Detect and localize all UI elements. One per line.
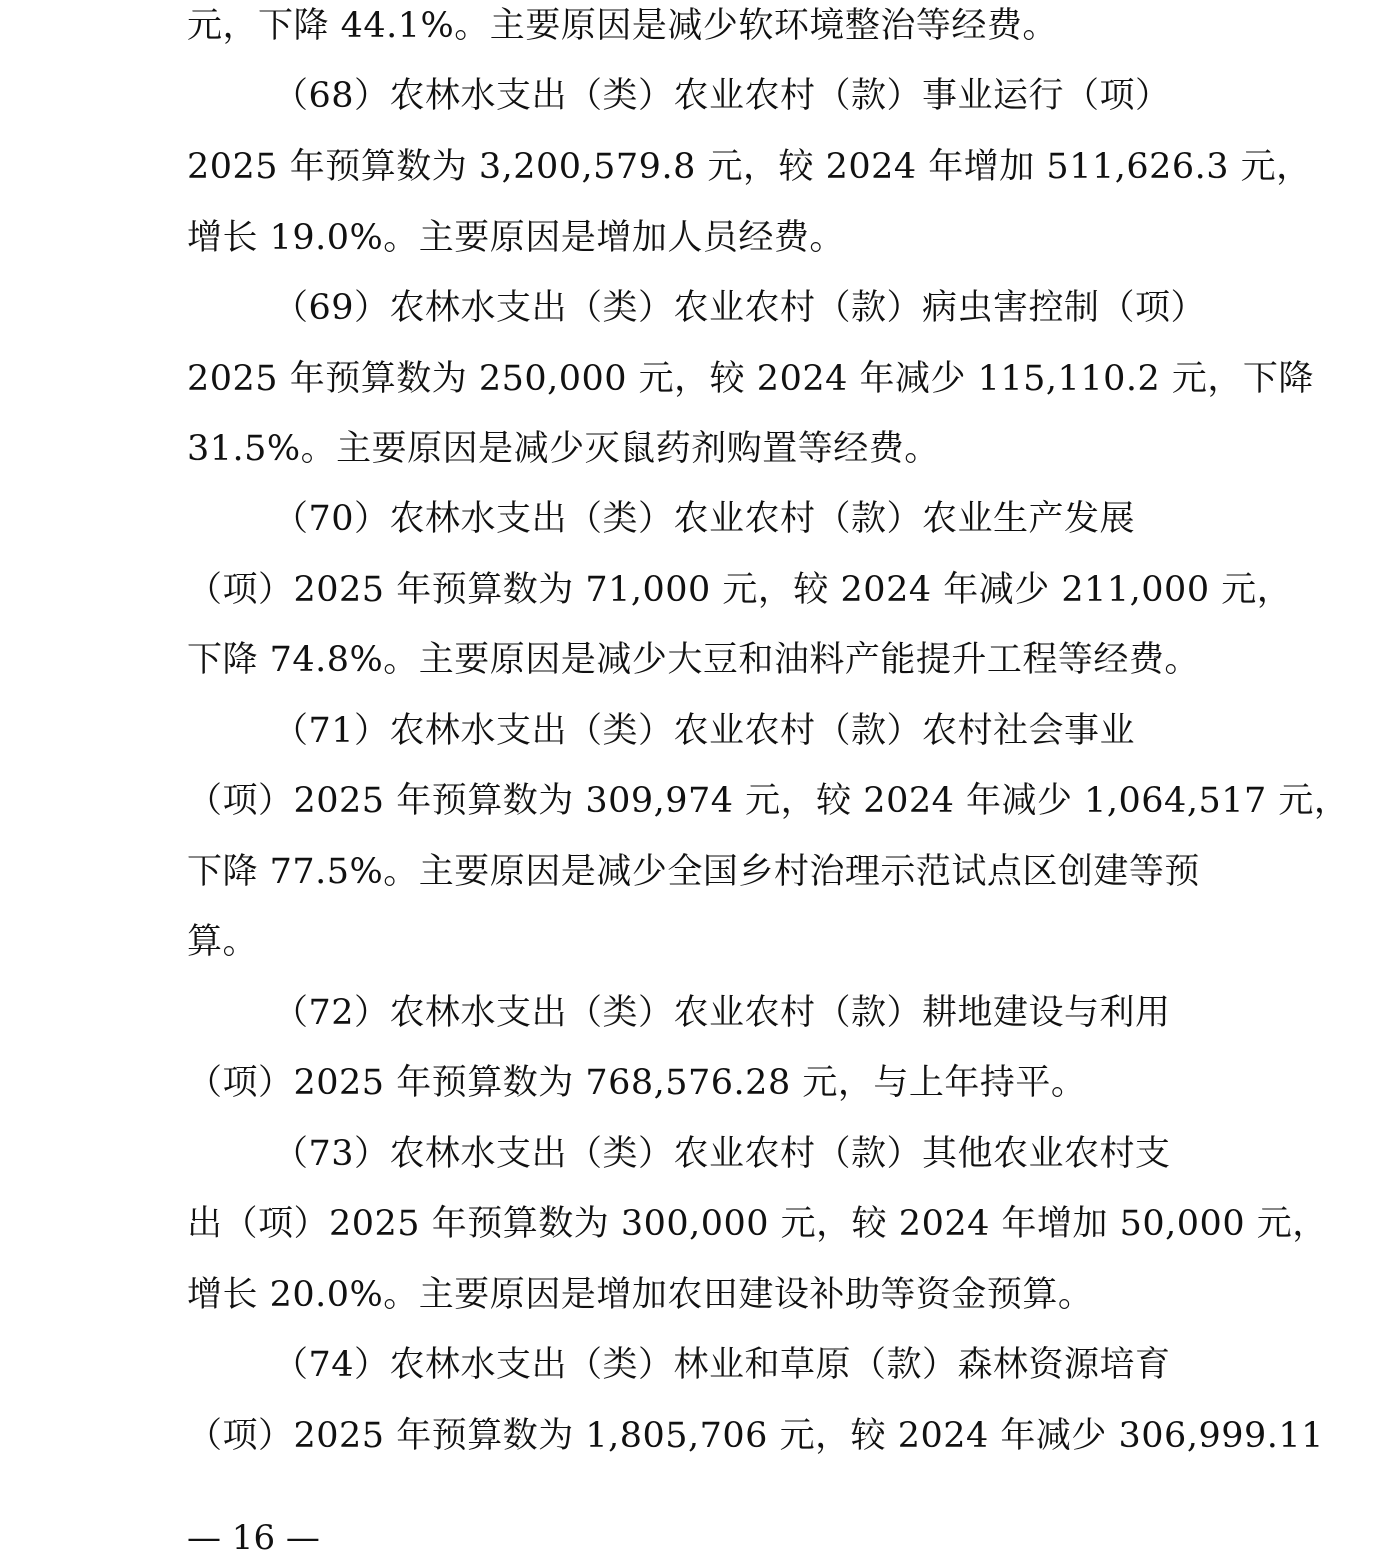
- paragraph-70-line-1: （70）农林水支出（类）农业农村（款）农业生产发展: [273, 499, 1136, 539]
- paragraph-69-line-1: （69）农林水支出（类）农业农村（款）病虫害控制（项）: [273, 288, 1207, 328]
- paragraph-68-line-2: 2025 年预算数为 3,200,579.8 元，较 2024 年增加 511,626.3 元，: [187, 147, 1312, 187]
- paragraph-71-line-2: （项）2025 年预算数为 309,974 元，较 2024 年减少 1,064,517 元，: [187, 781, 1350, 821]
- paragraph-69-line-2: 2025 年预算数为 250,000 元，较 2024 年减少 115,110.2 元，下降: [187, 359, 1314, 399]
- paragraph-71-line-4: 算。: [187, 922, 259, 962]
- paragraph-71-line-1: （71）农林水支出（类）农业农村（款）农村社会事业: [273, 711, 1136, 751]
- paragraph-70-line-2: （项）2025 年预算数为 71,000 元，较 2024 年减少 211,000 元，: [187, 570, 1293, 610]
- paragraph-72-line-1: （72）农林水支出（类）农业农村（款）耕地建设与利用: [273, 993, 1171, 1033]
- paragraph-74-line-2: （项）2025 年预算数为 1,805,706 元，较 2024 年减少 306,999.11: [187, 1416, 1324, 1456]
- paragraph-71-line-3: 下降 77.5%。主要原因是减少全国乡村治理示范试点区创建等预: [187, 852, 1200, 892]
- paragraph-67-line-3: 元，下降 44.1%。主要原因是减少软环境整治等经费。: [187, 6, 1058, 46]
- page-number: — 16 —: [187, 1518, 320, 1558]
- paragraph-68-line-1: （68）农林水支出（类）农业农村（款）事业运行（项）: [273, 76, 1171, 116]
- paragraph-74-line-1: （74）农林水支出（类）林业和草原（款）森林资源培育: [273, 1345, 1171, 1385]
- paragraph-73-line-1: （73）农林水支出（类）农业农村（款）其他农业农村支: [273, 1134, 1171, 1174]
- paragraph-69-line-3: 31.5%。主要原因是减少灭鼠药剂购置等经费。: [187, 429, 940, 469]
- paragraph-73-line-2: 出（项）2025 年预算数为 300,000 元，较 2024 年增加 50,000 元，: [187, 1204, 1328, 1244]
- paragraph-68-line-3: 增长 19.0%。主要原因是增加人员经费。: [187, 218, 845, 258]
- paragraph-70-line-3: 下降 74.8%。主要原因是减少大豆和油料产能提升工程等经费。: [187, 640, 1200, 680]
- paragraph-73-line-3: 增长 20.0%。主要原因是增加农田建设补助等资金预算。: [187, 1275, 1094, 1315]
- paragraph-72-line-2: （项）2025 年预算数为 768,576.28 元，与上年持平。: [187, 1063, 1087, 1103]
